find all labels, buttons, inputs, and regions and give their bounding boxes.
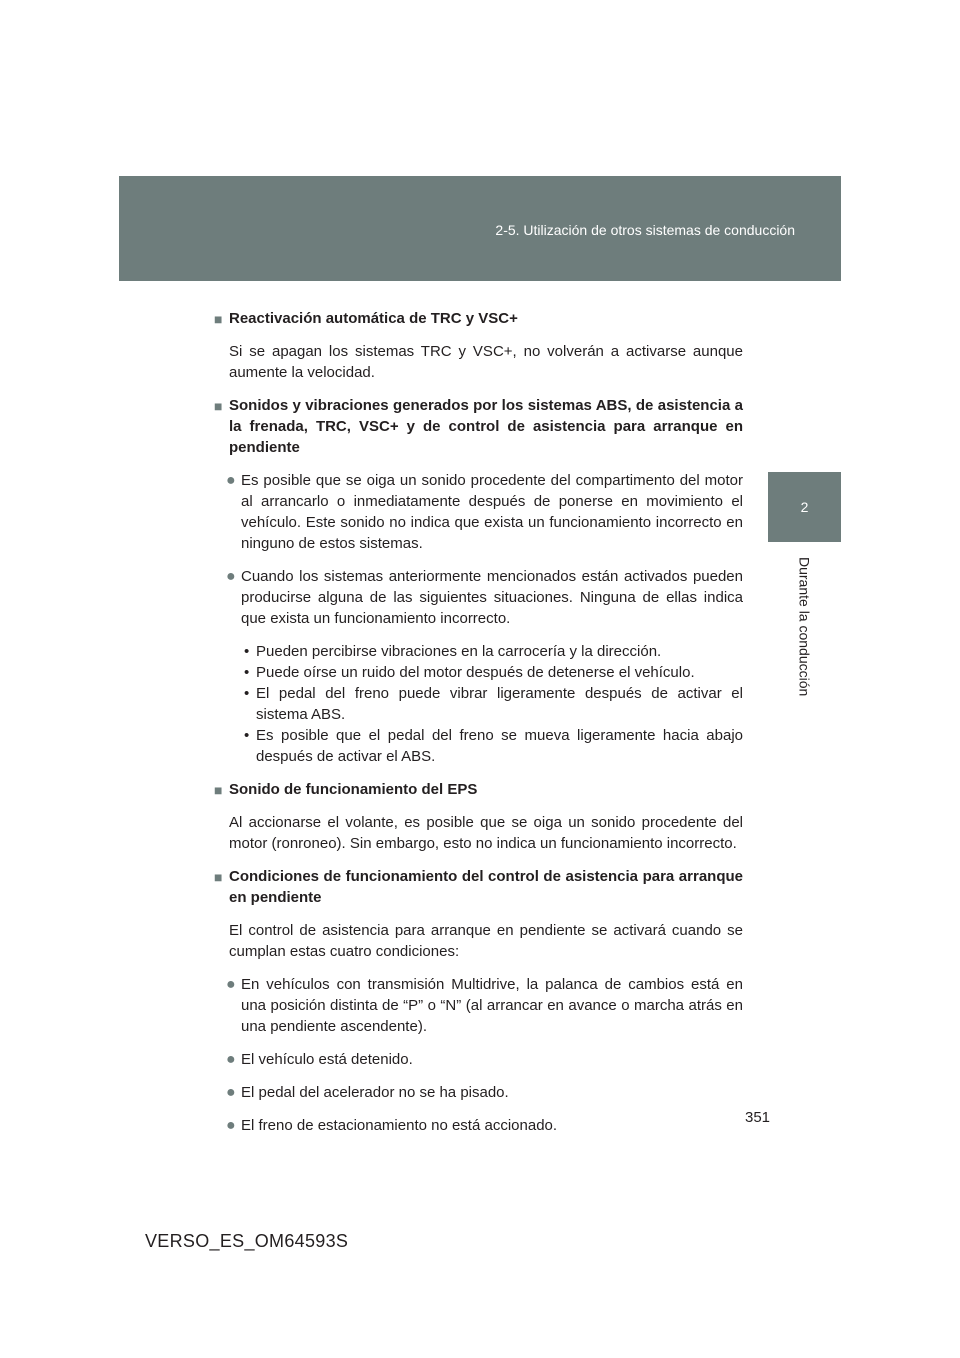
list-item: ● El freno de estacionamiento no está accionado. xyxy=(226,1117,558,1134)
sub-list-item: • Es posible que el pedal del freno se mueva ligeramente hacia abajo después de activar el ABS. xyxy=(244,727,743,765)
list-item: ● Cuando los sistemas anteriormente mencionados están activados pueden producirse alguna de las siguientes situaciones. Ninguna de ellas indica que exista un funcionamiento incorrecto. xyxy=(226,568,743,627)
list-item: ● El pedal del acelerador no se ha pisado. xyxy=(226,1084,509,1101)
sub-list-item: • El pedal del freno puede vibrar ligeramente después de activar el sistema ABS. xyxy=(244,685,743,723)
paragraph: Al accionarse el volante, es posible que se oiga un sonido procedente del motor (ronroneo). Sin embargo, esto no indica un funcionamiento incorrecto. xyxy=(229,814,743,852)
round-bullet-icon: ● xyxy=(226,472,236,489)
page-number: 351 xyxy=(745,1109,771,1126)
sub-list-item: • Puede oírse un ruido del motor después de detenerse el vehículo. xyxy=(244,664,695,681)
document-code: VERSO_ES_OM64593S xyxy=(145,1231,349,1251)
list-item: ● En vehículos con transmisión Multidrive, la palanca de cambios está en una posición distinta de “P” o “N” (al arrancar en avance o marcha atrás en una pendiente ascendente). xyxy=(226,976,743,1035)
chapter-tab-number: 2 xyxy=(768,472,841,542)
chapter-side-label xyxy=(768,542,841,712)
round-bullet-icon: ● xyxy=(226,1051,236,1068)
heading-sounds-vibrations: ■ Sonidos y vibraciones generados por los sistemas ABS, de asistencia a la frenada, TRC, VSC+ y de control de asistencia para arranque en pendiente xyxy=(214,397,743,456)
list-item: ● El vehículo está detenido. xyxy=(226,1051,413,1068)
round-bullet-icon: ● xyxy=(226,976,236,993)
heading-eps-sound: ■ Sonido de funcionamiento del EPS xyxy=(214,779,743,800)
header-band xyxy=(119,176,841,281)
chapter-label-text: Durante la conducción xyxy=(796,557,813,697)
round-bullet-icon: ● xyxy=(226,1117,236,1134)
paragraph: Si se apagan los sistemas TRC y VSC+, no volverán a activarse aunque aumente la velocidad. xyxy=(229,343,743,381)
square-bullet-icon: ■ xyxy=(214,398,223,414)
square-bullet-icon: ■ xyxy=(214,782,223,798)
sub-list xyxy=(214,641,743,767)
square-bullet-icon: ■ xyxy=(214,869,223,885)
page-content xyxy=(214,308,743,1136)
heading-hill-start-conditions: ■ Condiciones de funcionamiento del control de asistencia para arranque en pendiente xyxy=(214,868,743,906)
paragraph: El control de asistencia para arranque en pendiente se activará cuando se cumplan estas cuatro condiciones: xyxy=(229,922,743,960)
heading-trc-vsc: ■ Reactivación automática de TRC y VSC+ xyxy=(214,308,743,329)
round-bullet-icon: ● xyxy=(226,1084,236,1101)
section-title: 2-5. Utilización de otros sistemas de conducción xyxy=(495,222,795,238)
small-bullet-icon: • xyxy=(244,664,250,681)
sub-list-item: • Pueden percibirse vibraciones en la carrocería y la dirección. xyxy=(244,643,662,660)
list-item: ● Es posible que se oiga un sonido procedente del compartimento del motor al arrancarlo o inmediatamente después de ponerse en movimiento el vehículo. Este sonido no indica que exista un funcionamiento incorrecto en ninguno de estos sistemas. xyxy=(226,472,743,552)
square-bullet-icon: ■ xyxy=(214,311,223,327)
small-bullet-icon: • xyxy=(244,727,250,744)
small-bullet-icon: • xyxy=(244,685,250,702)
small-bullet-icon: • xyxy=(244,643,250,660)
round-bullet-icon: ● xyxy=(226,568,236,585)
